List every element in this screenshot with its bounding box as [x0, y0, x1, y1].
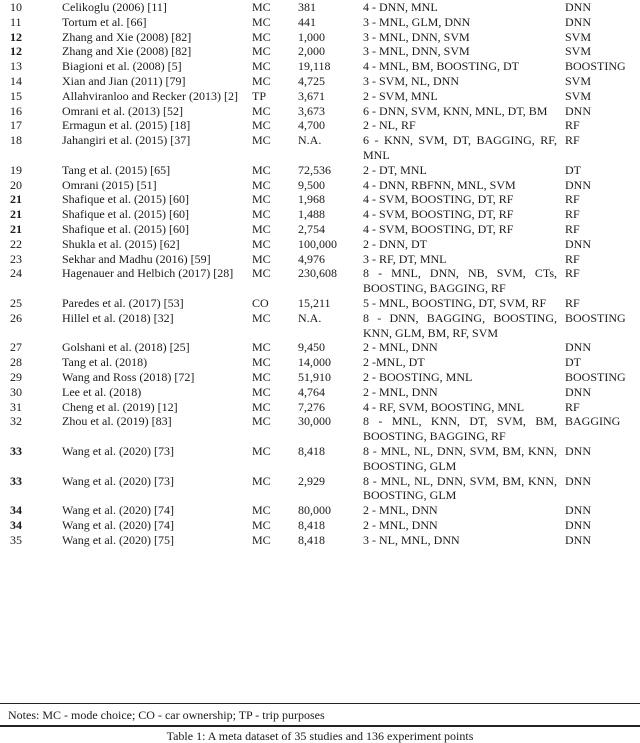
- study-author-cell: Cheng et al. (2019) [12]: [62, 399, 178, 414]
- study-author-cell: Wang et al. (2020) [75]: [62, 532, 174, 547]
- table-row: [0, 30, 640, 45]
- sample-size-cell: 14,000: [298, 355, 331, 370]
- study-id-cell: 13: [10, 59, 22, 74]
- study-author-cell: Hillel et al. (2018) [32]: [62, 310, 174, 325]
- best-model-cell: DT: [565, 162, 581, 177]
- models-compared-cell: 2 - NL, RF: [363, 118, 416, 133]
- study-type-cell: MC: [252, 221, 271, 236]
- sample-size-cell: 4,764: [298, 384, 325, 399]
- best-model-cell: DNN: [565, 443, 591, 458]
- best-model-cell: DNN: [565, 503, 591, 518]
- sample-size-cell: 441: [298, 14, 316, 29]
- sample-size-cell: 3,671: [298, 88, 325, 103]
- sample-size-cell: 1,488: [298, 207, 325, 222]
- study-author-cell: Shafique et al. (2015) [60]: [62, 207, 189, 222]
- sample-size-cell: 72,536: [298, 162, 331, 177]
- study-id-cell: 30: [10, 384, 22, 399]
- models-compared-cell: 4 - DNN, RBFNN, MNL, SVM: [363, 177, 516, 192]
- best-model-cell: DNN: [565, 517, 591, 532]
- best-model-cell: DNN: [565, 0, 591, 14]
- study-type-cell: MC: [252, 44, 271, 59]
- study-type-cell: MC: [252, 236, 271, 251]
- study-author-cell: Zhou et al. (2019) [83]: [62, 414, 172, 429]
- models-compared-cell: 2 - DT, MNL: [363, 162, 427, 177]
- models-compared-cell: 2 -MNL, DT: [363, 355, 425, 370]
- best-model-cell: SVM: [565, 44, 592, 59]
- sample-size-cell: 8,418: [298, 532, 325, 547]
- study-type-cell: MC: [252, 369, 271, 384]
- models-compared-cell: 2 - SVM, MNL: [363, 88, 438, 103]
- best-model-cell: RF: [565, 251, 580, 266]
- sample-size-cell: N.A.: [298, 310, 322, 325]
- study-author-cell: Paredes et al. (2017) [53]: [62, 295, 184, 310]
- table-row: [0, 207, 640, 222]
- study-type-cell: MC: [252, 384, 271, 399]
- study-type-cell: TP: [252, 88, 267, 103]
- study-type-cell: MC: [252, 14, 271, 29]
- table-row: [0, 533, 640, 548]
- best-model-cell: BOOSTING: [565, 59, 626, 74]
- study-type-cell: MC: [252, 443, 271, 458]
- table-row: [0, 237, 640, 252]
- study-author-cell: Ermagun et al. (2015) [18]: [62, 118, 191, 133]
- table-bottom-rule: [0, 703, 640, 704]
- best-model-cell: BOOSTING: [565, 310, 626, 325]
- best-model-cell: BOOSTING: [565, 369, 626, 384]
- models-compared-cell: 5 - MNL, BOOSTING, DT, SVM, RF: [363, 295, 547, 310]
- study-type-cell: MC: [252, 59, 271, 74]
- sample-size-cell: 2,754: [298, 221, 325, 236]
- study-id-cell: 35: [10, 532, 22, 547]
- table-row: [0, 474, 640, 504]
- best-model-cell: SVM: [565, 29, 592, 44]
- sample-size-cell: 9,450: [298, 340, 325, 355]
- study-id-cell: 12: [10, 44, 22, 59]
- study-type-cell: MC: [252, 133, 271, 148]
- study-id-cell: 27: [10, 340, 22, 355]
- study-id-cell: 12: [10, 29, 22, 44]
- models-compared-cell: 4 - SVM, BOOSTING, DT, RF: [363, 221, 514, 236]
- table-row: [0, 178, 640, 193]
- study-author-cell: Jahangiri et al. (2015) [37]: [62, 133, 191, 148]
- study-type-cell: MC: [252, 73, 271, 88]
- sample-size-cell: 2,000: [298, 44, 325, 59]
- table-row: [0, 89, 640, 104]
- models-compared-cell: 2 - MNL, DNN: [363, 384, 438, 399]
- study-author-cell: Zhang and Xie (2008) [82]: [62, 44, 192, 59]
- sample-size-cell: 30,000: [298, 414, 331, 429]
- study-author-cell: Tang et al. (2015) [65]: [62, 162, 171, 177]
- study-author-cell: Allahviranloo and Recker (2013) [2]: [62, 88, 238, 103]
- best-model-cell: SVM: [565, 73, 592, 88]
- best-model-cell: DNN: [565, 384, 591, 399]
- study-type-cell: MC: [252, 473, 271, 488]
- study-type-cell: MC: [252, 192, 271, 207]
- best-model-cell: DNN: [565, 14, 591, 29]
- best-model-cell: DNN: [565, 103, 591, 118]
- study-id-cell: 33: [10, 473, 22, 488]
- sample-size-cell: 19,118: [298, 59, 331, 74]
- sample-size-cell: 230,608: [298, 266, 337, 281]
- sample-size-cell: 15,211: [298, 295, 331, 310]
- table-row: [0, 15, 640, 30]
- models-compared-cell: 2 - MNL, DNN: [363, 517, 438, 532]
- models-compared-cell: 3 - NL, MNL, DNN: [363, 532, 460, 547]
- study-author-cell: Celikoglu (2006) [11]: [62, 0, 167, 14]
- study-id-cell: 25: [10, 295, 22, 310]
- table-row: [0, 518, 640, 533]
- study-id-cell: 17: [10, 118, 22, 133]
- sample-size-cell: 8,418: [298, 517, 325, 532]
- models-compared-cell: 4 - RF, SVM, BOOSTING, MNL: [363, 399, 525, 414]
- study-id-cell: 34: [10, 517, 22, 532]
- sample-size-cell: 4,725: [298, 73, 325, 88]
- table-row: [0, 444, 640, 474]
- study-id-cell: 26: [10, 310, 22, 325]
- study-type-cell: MC: [252, 207, 271, 222]
- study-id-cell: 28: [10, 355, 22, 370]
- study-type-cell: MC: [252, 118, 271, 133]
- models-compared-cell: 2 - BOOSTING, MNL: [363, 369, 473, 384]
- study-author-cell: Golshani et al. (2018) [25]: [62, 340, 190, 355]
- study-author-cell: Hagenauer and Helbich (2017) [28]: [62, 266, 234, 281]
- study-type-cell: MC: [252, 340, 271, 355]
- study-id-cell: 18: [10, 133, 22, 148]
- study-type-cell: MC: [252, 399, 271, 414]
- study-type-cell: CO: [252, 295, 269, 310]
- study-type-cell: MC: [252, 29, 271, 44]
- best-model-cell: DNN: [565, 532, 591, 547]
- models-compared-cell: 3 - MNL, GLM, DNN: [363, 14, 471, 29]
- study-type-cell: MC: [252, 177, 271, 192]
- best-model-cell: BAGGING: [565, 414, 621, 429]
- best-model-cell: RF: [565, 221, 580, 236]
- study-id-cell: 19: [10, 162, 22, 177]
- sample-size-cell: 51,910: [298, 369, 331, 384]
- sample-size-cell: N.A.: [298, 133, 322, 148]
- table-row: [0, 252, 640, 267]
- models-compared-cell: 6 - DNN, SVM, KNN, MNL, DT, BM: [363, 103, 548, 118]
- best-model-cell: DNN: [565, 473, 591, 488]
- best-model-cell: RF: [565, 399, 580, 414]
- sample-size-cell: 4,700: [298, 118, 325, 133]
- best-model-cell: RF: [565, 295, 580, 310]
- table-row: [0, 340, 640, 355]
- table-row: [0, 370, 640, 385]
- models-compared-cell: 4 - MNL, BM, BOOSTING, DT: [363, 59, 519, 74]
- models-compared-cell: 3 - MNL, DNN, SVM: [363, 29, 470, 44]
- study-id-cell: 34: [10, 503, 22, 518]
- models-compared-cell: 6 - KNN, SVM, DT, BAGGING, RF, MNL: [363, 133, 557, 162]
- study-author-cell: Wang and Ross (2018) [72]: [62, 369, 195, 384]
- best-model-cell: SVM: [565, 88, 592, 103]
- best-model-cell: RF: [565, 192, 580, 207]
- study-author-cell: Wang et al. (2020) [73]: [62, 443, 174, 458]
- table-row: [0, 296, 640, 311]
- best-model-cell: DNN: [565, 177, 591, 192]
- best-model-cell: RF: [565, 118, 580, 133]
- study-id-cell: 10: [10, 0, 22, 14]
- study-author-cell: Lee et al. (2018): [62, 384, 142, 399]
- best-model-cell: DT: [565, 355, 581, 370]
- models-compared-cell: 8 - MNL, KNN, DT, SVM, BM, BOOSTING, BAGGING, RF: [363, 414, 557, 444]
- study-author-cell: Biagioni et al. (2008) [5]: [62, 59, 182, 74]
- table-row: [0, 0, 640, 15]
- study-type-cell: MC: [252, 103, 271, 118]
- models-compared-cell: 4 - SVM, BOOSTING, DT, RF: [363, 192, 514, 207]
- study-id-cell: 16: [10, 103, 22, 118]
- study-id-cell: 15: [10, 88, 22, 103]
- sample-size-cell: 7,276: [298, 399, 325, 414]
- table-row: [0, 44, 640, 59]
- table-row: [0, 503, 640, 518]
- sample-size-cell: 1,968: [298, 192, 325, 207]
- study-author-cell: Wang et al. (2020) [74]: [62, 503, 174, 518]
- study-author-cell: Shukla et al. (2015) [62]: [62, 236, 180, 251]
- table-row: [0, 104, 640, 119]
- table-caption: Table 1: A meta dataset of 35 studies and 136 experiment points: [166, 729, 474, 743]
- table-row: [0, 311, 640, 341]
- table-row: [0, 59, 640, 74]
- models-compared-cell: 8 - MNL, NL, DNN, SVM, BM, KNN, BOOSTING, GLM: [363, 473, 557, 503]
- models-compared-cell: 8 - MNL, NL, DNN, SVM, BM, KNN, BOOSTING, GLM: [363, 443, 557, 473]
- best-model-cell: DNN: [565, 236, 591, 251]
- table-row: [0, 385, 640, 400]
- study-author-cell: Xian and Jian (2011) [79]: [62, 73, 186, 88]
- study-author-cell: Shafique et al. (2015) [60]: [62, 192, 189, 207]
- study-id-cell: 23: [10, 251, 22, 266]
- models-compared-cell: 2 - DNN, DT: [363, 236, 427, 251]
- models-compared-cell: 4 - DNN, MNL: [363, 0, 438, 14]
- models-compared-cell: 2 - MNL, DNN: [363, 340, 438, 355]
- models-compared-cell: 4 - SVM, BOOSTING, DT, RF: [363, 207, 514, 222]
- study-type-cell: MC: [252, 310, 271, 325]
- study-type-cell: MC: [252, 0, 271, 14]
- sample-size-cell: 8,418: [298, 443, 325, 458]
- table-row: [0, 118, 640, 133]
- sample-size-cell: 3,673: [298, 103, 325, 118]
- study-type-cell: MC: [252, 162, 271, 177]
- best-model-cell: RF: [565, 133, 580, 148]
- study-id-cell: 24: [10, 266, 22, 281]
- study-id-cell: 14: [10, 73, 22, 88]
- table-row: [0, 400, 640, 415]
- models-compared-cell: 2 - MNL, DNN: [363, 503, 438, 518]
- sample-size-cell: 80,000: [298, 503, 331, 518]
- models-compared-cell: 8 - MNL, DNN, NB, SVM, CTs, BOOSTING, BAGGING, RF: [363, 266, 557, 296]
- study-id-cell: 11: [10, 14, 22, 29]
- study-type-cell: MC: [252, 414, 271, 429]
- study-type-cell: MC: [252, 503, 271, 518]
- sample-size-cell: 4,976: [298, 251, 325, 266]
- table-row: [0, 74, 640, 89]
- study-author-cell: Wang et al. (2020) [73]: [62, 473, 174, 488]
- sample-size-cell: 381: [298, 0, 316, 14]
- study-type-cell: MC: [252, 251, 271, 266]
- study-id-cell: 21: [10, 221, 22, 236]
- table-row: [0, 266, 640, 296]
- study-id-cell: 20: [10, 177, 22, 192]
- best-model-cell: RF: [565, 207, 580, 222]
- table-notes: Notes: MC - mode choice; CO - car ownership; TP - trip purposes: [8, 708, 325, 722]
- table-row: [0, 133, 640, 163]
- study-id-cell: 33: [10, 443, 22, 458]
- notes-bottom-rule: [0, 725, 640, 727]
- study-author-cell: Shafique et al. (2015) [60]: [62, 221, 189, 236]
- models-compared-cell: 3 - SVM, NL, DNN: [363, 73, 459, 88]
- study-id-cell: 32: [10, 414, 22, 429]
- study-id-cell: 22: [10, 236, 22, 251]
- table-row: [0, 414, 640, 444]
- sample-size-cell: 1,000: [298, 29, 325, 44]
- study-id-cell: 31: [10, 399, 22, 414]
- study-author-cell: Omrani et al. (2013) [52]: [62, 103, 183, 118]
- study-author-cell: Tang et al. (2018): [62, 355, 148, 370]
- study-author-cell: Sekhar and Madhu (2016) [59]: [62, 251, 211, 266]
- table-row: [0, 222, 640, 237]
- study-type-cell: MC: [252, 517, 271, 532]
- study-id-cell: 21: [10, 207, 22, 222]
- study-author-cell: Wang et al. (2020) [74]: [62, 517, 174, 532]
- study-id-cell: 29: [10, 369, 22, 384]
- study-author-cell: Zhang and Xie (2008) [82]: [62, 29, 192, 44]
- study-type-cell: MC: [252, 355, 271, 370]
- models-compared-cell: 3 - MNL, DNN, SVM: [363, 44, 470, 59]
- best-model-cell: DNN: [565, 340, 591, 355]
- study-author-cell: Omrani (2015) [51]: [62, 177, 157, 192]
- table-row: [0, 163, 640, 178]
- study-author-cell: Tortum et al. [66]: [62, 14, 147, 29]
- table-row: [0, 355, 640, 370]
- best-model-cell: RF: [565, 266, 580, 281]
- study-type-cell: MC: [252, 532, 271, 547]
- table-row: [0, 192, 640, 207]
- study-id-cell: 21: [10, 192, 22, 207]
- study-type-cell: MC: [252, 266, 271, 281]
- sample-size-cell: 100,000: [298, 236, 337, 251]
- models-compared-cell: 3 - RF, DT, MNL: [363, 251, 447, 266]
- sample-size-cell: 2,929: [298, 473, 325, 488]
- sample-size-cell: 9,500: [298, 177, 325, 192]
- models-compared-cell: 8 - DNN, BAGGING, BOOSTING, KNN, GLM, BM, RF, SVM: [363, 310, 557, 340]
